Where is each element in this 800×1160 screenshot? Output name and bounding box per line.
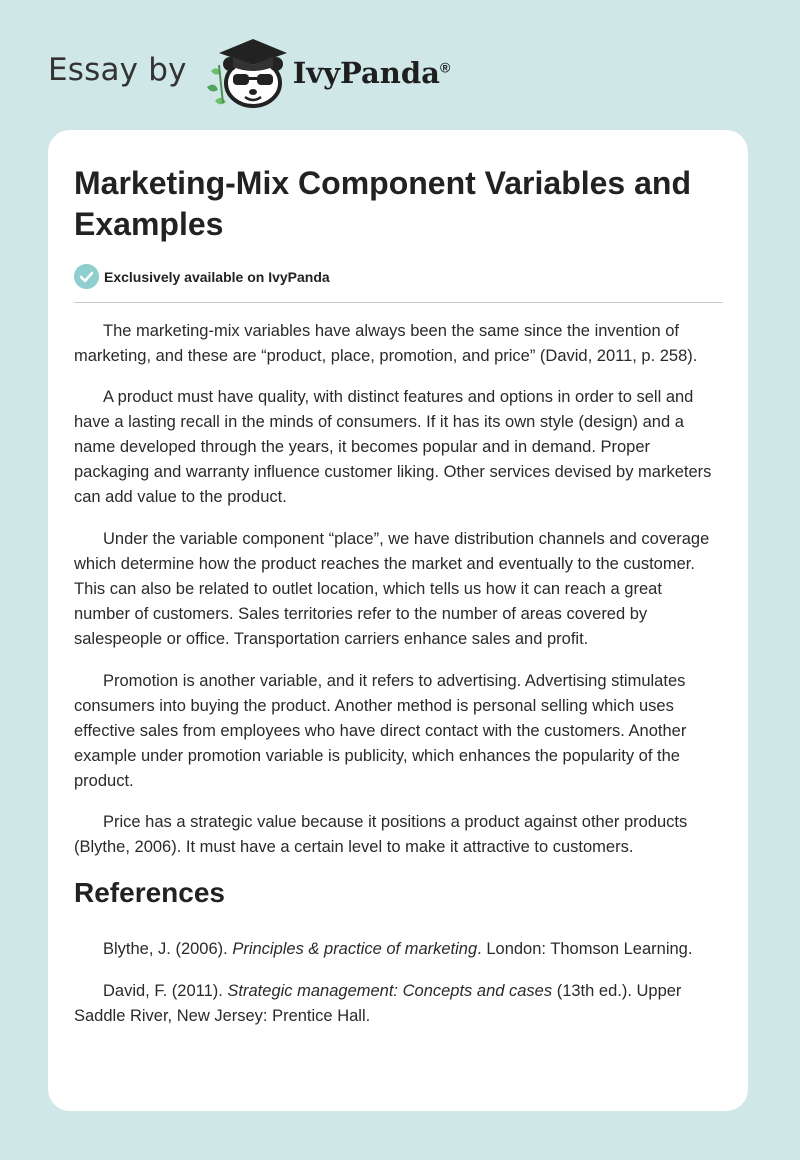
paragraph: The marketing-mix variables have always been the same since the invention of marketing, and these are “product, place, promotion, and price” (David, 2011, p. 258).: [74, 322, 698, 365]
badge-text: Exclusively available on IvyPanda: [104, 268, 330, 285]
paragraph: Under the variable component “place”, we have distribution channels and coverage which determine how the product reaches the market and eventually to the customer. This can also be related to outlet location, which tells us how it can reach a great number of customers. Sales territories refer to the number of areas covered by salespeople or office. Transportation carriers enhance sales and profit.: [74, 530, 710, 648]
paragraph: A product must have quality, with distinct features and options in order to sell and have a lasting recall in the minds of consumers. If it has its own style (design) and a name developed through the years, it becomes popular and in demand. Proper packaging and warranty influence customer liking. Other services devised by marketers can add value to the product.: [74, 388, 712, 506]
essay-by-label: Essay by: [48, 52, 187, 88]
reference-item: David, F. (2011). Strategic management: Concepts and cases (13th ed.). Upper Saddle River, New Jersey: Prentice Hall.: [74, 982, 682, 1025]
essay-card: [48, 130, 748, 1111]
divider: [74, 302, 723, 303]
paragraph: Promotion is another variable, and it refers to advertising. Advertising stimulates consumers into buying the product. Another method is personal selling which uses effective sales from employees who have direct contact with the customers. Another example under promotion variable is publicity, which enhances the popularity of the product.: [74, 672, 687, 790]
check-icon: [74, 264, 99, 289]
page-title: Marketing-Mix Component Variables and Examples: [74, 165, 691, 242]
site-header: [48, 30, 450, 110]
registered-mark: ®: [439, 59, 451, 76]
references-heading: References: [74, 877, 225, 908]
brand-name[interactable]: IvyPanda®: [292, 56, 451, 90]
reference-item: Blythe, J. (2006). Principles & practice of marketing. London: Thomson Learning.: [103, 940, 693, 958]
panda-graduate-icon: [205, 31, 291, 109]
exclusive-badge: [74, 264, 330, 289]
paragraph: Price has a strategic value because it positions a product against other products (Blythe, 2006). It must have a certain level to make it attractive to customers.: [74, 813, 688, 856]
